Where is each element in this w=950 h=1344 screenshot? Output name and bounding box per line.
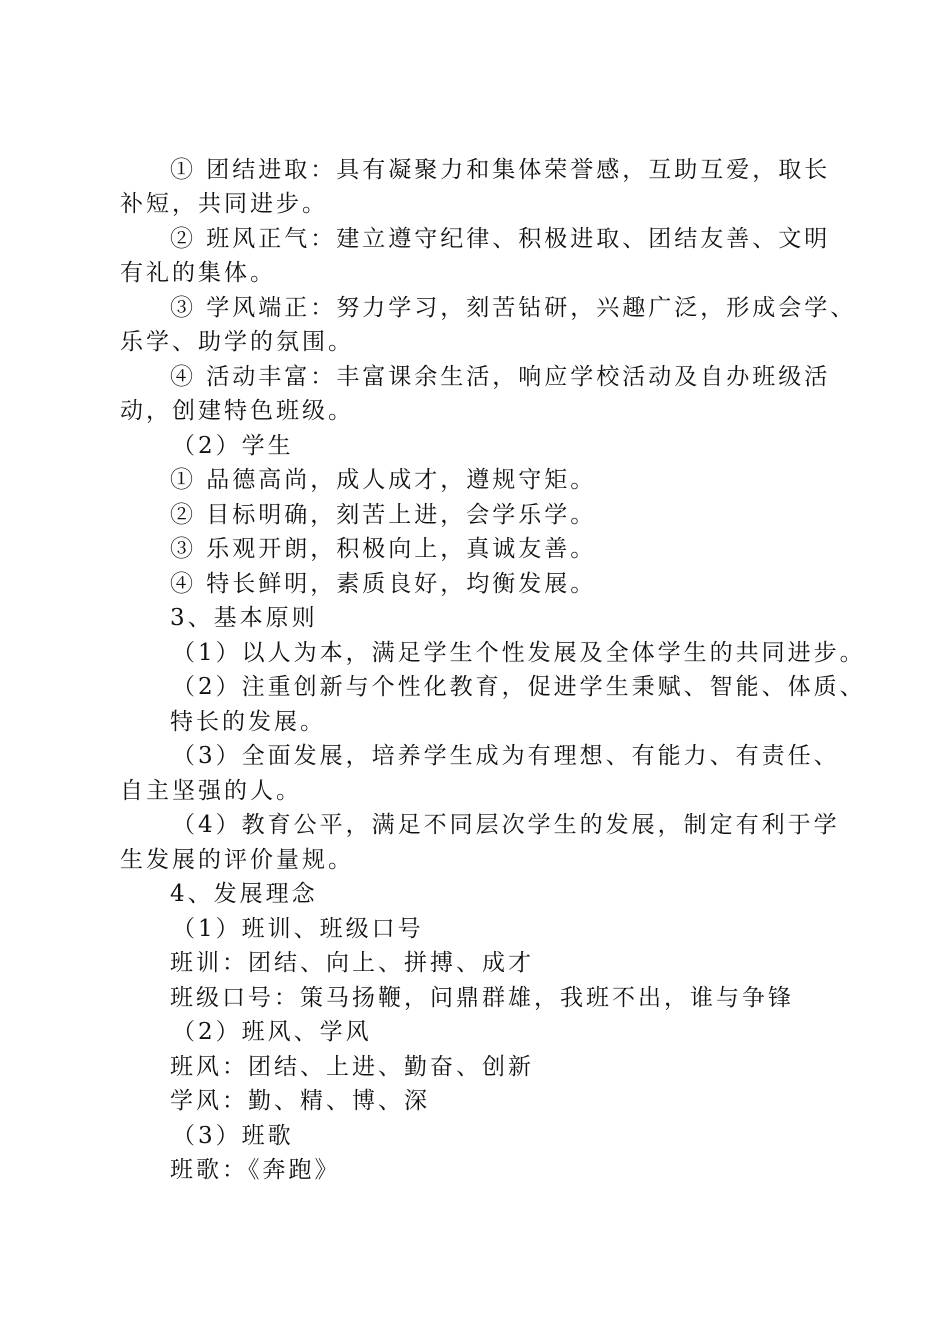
paragraph-line: ① 团结进取：具有凝聚力和集体荣誉感，互助互爱，取长 <box>170 157 831 183</box>
section-heading: 4、发展理念 <box>170 881 318 907</box>
subheading: （2）学生 <box>172 433 294 459</box>
paragraph-line: 特长的发展。 <box>170 709 326 735</box>
paragraph-line: 乐学、助学的氛围。 <box>120 329 354 355</box>
paragraph-line: 自主坚强的人。 <box>120 778 302 804</box>
paragraph-line: 生发展的评价量规。 <box>120 847 354 873</box>
paragraph-line: （3）全面发展，培养学生成为有理想、有能力、有责任、 <box>172 743 840 769</box>
paragraph-line: 学风：勤、精、博、深 <box>170 1088 430 1114</box>
paragraph-line: ② 班风正气：建立遵守纪律、积极进取、团结友善、文明 <box>170 226 831 252</box>
list-item: ① 品德高尚，成人成才，遵规守矩。 <box>170 467 597 493</box>
subheading: （3）班歌 <box>172 1123 294 1149</box>
paragraph-line: （4）教育公平，满足不同层次学生的发展，制定有利于学 <box>172 812 840 838</box>
paragraph-line: 班级口号：策马扬鞭，问鼎群雄，我班不出，谁与争锋 <box>170 985 794 1011</box>
paragraph-line: 班歌：《奔跑》 <box>170 1157 341 1183</box>
paragraph-line: 班训：团结、向上、拼搏、成才 <box>170 950 534 976</box>
section-heading: 3、基本原则 <box>170 605 318 631</box>
paragraph-line: （2）注重创新与个性化教育，促进学生秉赋、智能、体质、 <box>172 674 866 700</box>
paragraph-line: 班风：团结、上进、勤奋、创新 <box>170 1054 534 1080</box>
paragraph-line: 动，创建特色班级。 <box>120 398 354 424</box>
paragraph-line: 有礼的集体。 <box>120 260 276 286</box>
paragraph-line: ④ 活动丰富：丰富课余生活，响应学校活动及自办班级活 <box>170 364 831 390</box>
subheading: （2）班风、学风 <box>172 1019 372 1045</box>
subheading: （1）班训、班级口号 <box>172 916 424 942</box>
paragraph-line: ③ 学风端正：努力学习，刻苦钻研，兴趣广泛，形成会学、 <box>170 295 857 321</box>
list-item: ③ 乐观开朗，积极向上，真诚友善。 <box>170 536 597 562</box>
list-item: ② 目标明确，刻苦上进，会学乐学。 <box>170 502 597 528</box>
list-item: ④ 特长鲜明，素质良好，均衡发展。 <box>170 571 597 597</box>
paragraph-line: （1）以人为本，满足学生个性发展及全体学生的共同进步。 <box>172 640 866 666</box>
paragraph-line: 补短，共同进步。 <box>120 191 328 217</box>
